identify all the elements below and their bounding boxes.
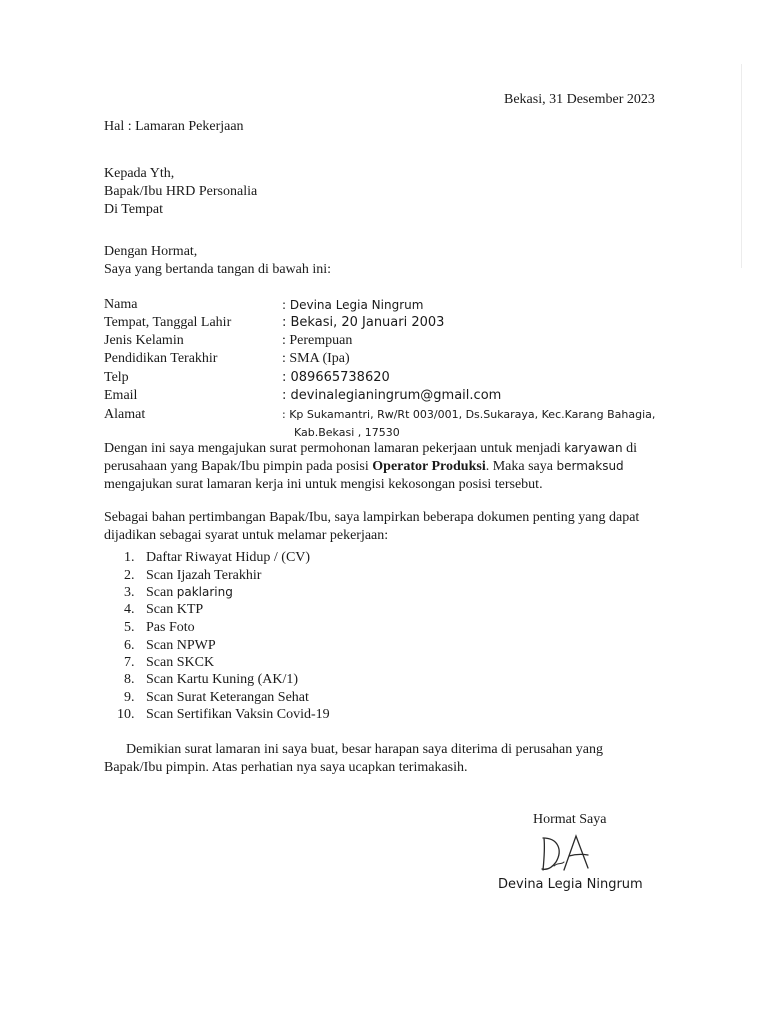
p1-l2-handwritten: bermaksud: [556, 459, 624, 473]
position-name: Operator Produksi: [372, 459, 486, 474]
sign-off: Hormat Saya: [533, 812, 607, 827]
field-value-address-line-2: Kab.Bekasi , 17530: [294, 426, 400, 439]
list-item: 8. Scan Kartu Kuning (AK/1): [124, 672, 299, 687]
field-label-address: Alamat: [104, 407, 146, 422]
field-label-gender: Jenis Kelamin: [104, 333, 184, 348]
p1-l2-mid: . Maka saya: [485, 459, 557, 474]
paragraph-1-line-1: [104, 440, 637, 457]
place-date: Bekasi, 31 Desember 2023: [504, 92, 655, 107]
signer-name: Devina Legia Ningrum: [498, 877, 643, 892]
closing-line-1: Demikian surat lamaran ini saya buat, besar harapan saya diterima di perusahan yang: [126, 742, 603, 757]
intro-line: Saya yang bertanda tangan di bawah ini:: [104, 262, 332, 277]
recipient-line-2: Bapak/Ibu HRD Personalia: [104, 184, 258, 199]
list-item: 2. Scan Ijazah Terakhir: [124, 568, 262, 583]
list-item: 3. Scan paklaring: [124, 585, 233, 600]
p1-l1-end: di: [622, 441, 637, 456]
closing-line-2: Bapak/Ibu pimpin. Atas perhatian nya saya ucapkan terimakasih.: [104, 760, 468, 775]
list-item: 4. Scan KTP: [124, 602, 204, 617]
p1-l1-handwritten: karyawan: [564, 441, 623, 455]
field-label-phone: Telp: [104, 370, 129, 385]
paragraph-1-line-2: [104, 458, 624, 475]
list-item: 9. Scan Surat Keterangan Sehat: [124, 690, 309, 705]
list-item: 10. Scan Sertifikan Vaksin Covid-19: [117, 707, 330, 722]
field-label-email: Email: [104, 388, 138, 403]
paragraph-1-line-3: mengajukan surat lamaran kerja ini untuk mengisi kekosongan posisi tersebut.: [104, 477, 543, 492]
p1-l1-text: Dengan ini saya mengajukan surat permohonan lamaran pekerjaan untuk menjadi: [104, 441, 565, 456]
field-value-birth: : Bekasi, 20 Januari 2003: [282, 315, 445, 330]
list-item: 5. Pas Foto: [124, 620, 195, 635]
list-item: 1. Daftar Riwayat Hidup / (CV): [124, 550, 311, 565]
scan-edge-line: [741, 64, 742, 268]
field-value-address: : Kp Sukamantri, Rw/Rt 003/001, Ds.Sukaraya, Kec.Karang Bahagia,: [282, 408, 656, 421]
list-item: 7. Scan SKCK: [124, 655, 215, 670]
list-item: 6. Scan NPWP: [124, 638, 216, 653]
field-value-phone: : 089665738620: [282, 370, 390, 385]
greeting: Dengan Hormat,: [104, 244, 198, 259]
field-label-name: Nama: [104, 297, 138, 312]
paragraph-2-line-2: dijadikan sebagai syarat untuk melamar pekerjaan:: [104, 528, 389, 543]
paragraph-2-line-1: Sebagai bahan pertimbangan Bapak/Ibu, saya lampirkan beberapa dokumen penting yang dapat: [104, 510, 640, 525]
recipient-line-1: Kepada Yth,: [104, 166, 175, 181]
field-value-email: : devinalegianingrum@gmail.com: [282, 388, 502, 403]
field-label-education: Pendidikan Terakhir: [104, 351, 218, 366]
recipient-line-3: Di Tempat: [104, 202, 164, 217]
field-value-gender: : Perempuan: [282, 333, 353, 348]
field-value-name: : Devina Legia Ningrum: [282, 298, 424, 312]
signature-mark: [536, 832, 600, 876]
field-value-education: : SMA (Ipa): [282, 351, 350, 366]
field-label-birth: Tempat, Tanggal Lahir: [104, 315, 232, 330]
subject-line: Hal : Lamaran Pekerjaan: [104, 119, 244, 134]
p1-l2-text: perusahaan yang Bapak/Ibu pimpin pada posisi: [104, 459, 373, 474]
